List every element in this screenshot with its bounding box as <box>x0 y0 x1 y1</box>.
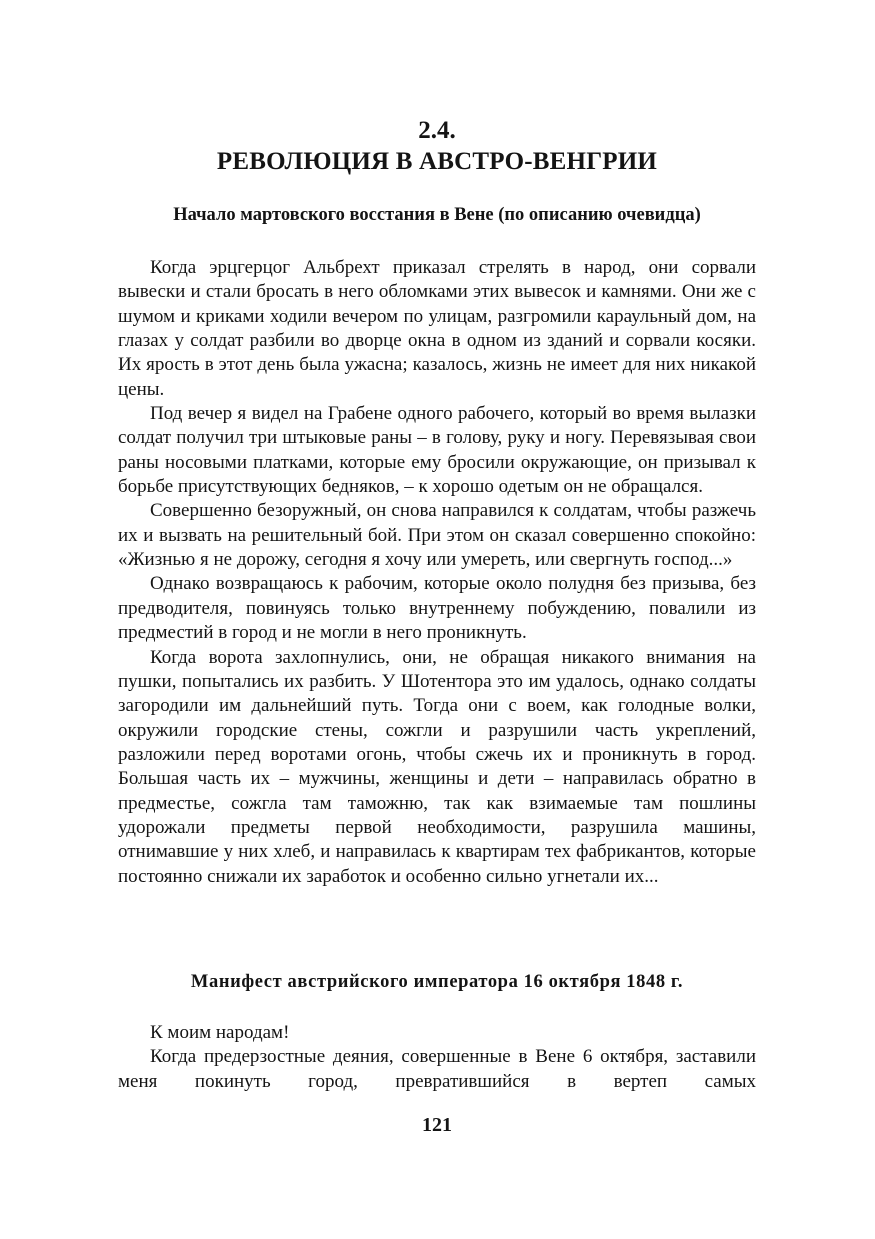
chapter-number: 2.4. <box>418 117 456 144</box>
paragraph: Однако возвращаюсь к рабочим, которые около полудня без призыва, без предводителя, повинуясь только внутреннему побуждению, повалили из предместий в город и не могли в него проникнуть. <box>118 573 756 644</box>
paragraph: К моим народам! <box>150 1022 290 1043</box>
paragraph: Когда эрцгерцог Альбрехт приказал стрелять в народ, они сорвали вывески и стали бросать в него обломками этих вывесок и камнями. Они же с шумом и криками ходили вечером по улицам, разгромили караульный дом, на глазах у солдат разбили во дворце окна в одном из зданий и сорвали косяки. Их ярость в этот день была ужасна; казалось, жизнь не имеет для них никакой цены. <box>118 257 756 400</box>
section-heading: Манифест австрийского императора 16 октября 1848 г. <box>190 972 684 992</box>
section-body <box>118 1021 756 1094</box>
chapter-title: РЕВОЛЮЦИЯ В АВСТРО-ВЕНГРИИ <box>216 148 658 175</box>
section-body <box>118 256 756 889</box>
document-page <box>118 0 756 1239</box>
page-number: 121 <box>422 1114 452 1136</box>
paragraph: Совершенно безоружный, он снова направился к солдатам, чтобы разжечь их и вызвать на решительный бой. При этом он сказал совершенно спокойно: «Жизнью я не дорожу, сегодня я хочу или умереть, или свергнуть господ...» <box>118 500 756 571</box>
section-heading: Начало мартовского восстания в Вене (по описанию очевидца) <box>173 205 701 225</box>
paragraph: Когда ворота захлопнулись, они, не обращая никакого внимания на пушки, попытались их разбить. У Шотентора это им удалось, однако солдаты загородили им дальнейший путь. Тогда они с воем, как голодные волки, окружили городские стены, сожгли и разрушили часть укреплений, разложили перед воротами огонь, чтобы сжечь их и проникнуть в город. Большая часть их – мужчины, женщины и дети – направилась обратно в предместье, сожгла там таможню, так как взимаемые там пошлины удорожали предметы первой необходимости, разрушила машины, отнимавшие у них хлеб, и направилась к квартирам тех фабрикантов, которые постоянно снижали их заработок и особенно сильно угнетали их... <box>118 646 756 887</box>
paragraph: Когда предерзостные деяния, совершенные в Вене 6 октября, заставили меня покинуть город, превратившийся в вертеп самых <box>118 1046 756 1092</box>
paragraph: Под вечер я видел на Грабене одного рабочего, который во время вылазки солдат получил три штыковые раны – в голову, руку и ногу. Перевязывая свои раны носовыми платками, которые ему бросили окружающие, он призывал к борьбе присутствующих бедняков, – к хорошо одетым он не обращался. <box>118 403 756 498</box>
